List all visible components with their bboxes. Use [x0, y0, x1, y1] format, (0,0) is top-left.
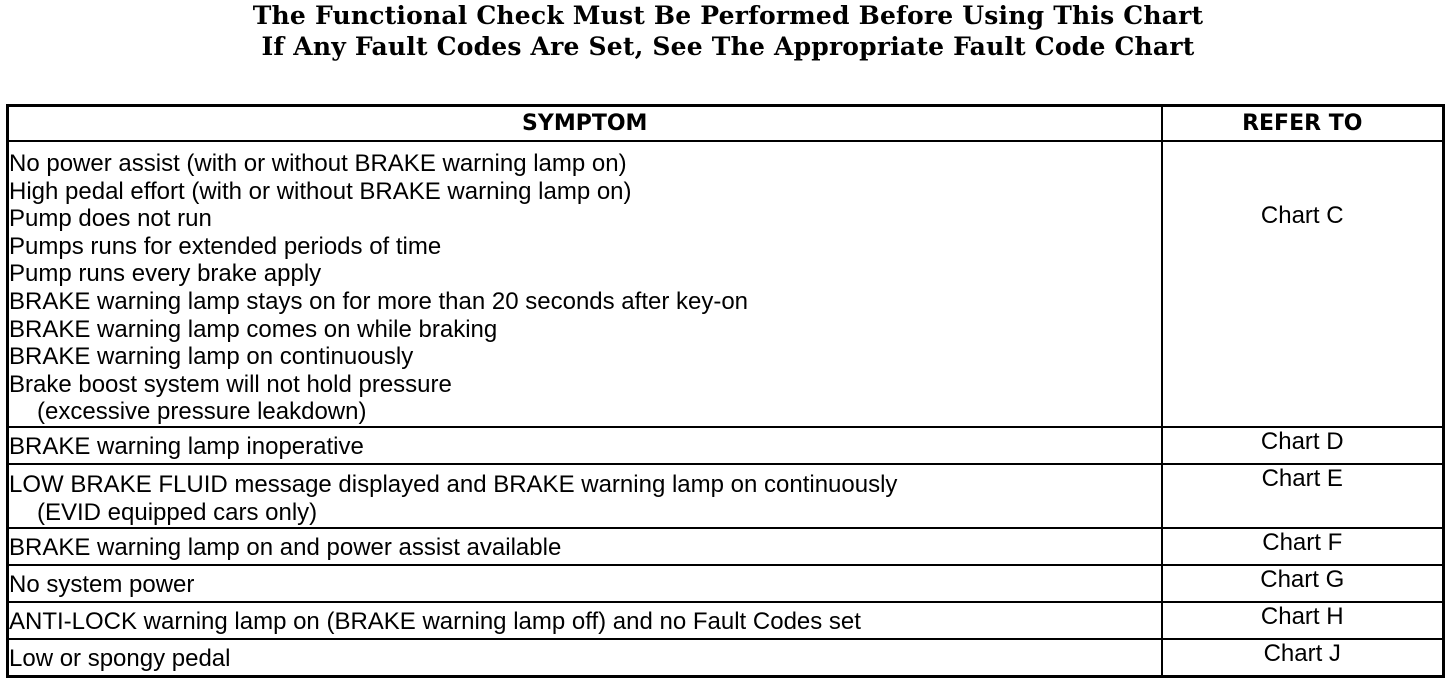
refer-to-column-header: REFER TO	[1162, 106, 1444, 142]
refer-to-cell: Chart F	[1162, 528, 1444, 565]
symptom-line: BRAKE warning lamp inoperative	[9, 432, 364, 460]
symptom-chart-table	[6, 104, 1445, 678]
symptom-line: High pedal effort (with or without BRAKE warning lamp on)	[9, 177, 632, 205]
symptom-cell	[8, 464, 1162, 528]
symptom-line: Pump runs every brake apply	[9, 260, 322, 288]
table-row	[8, 141, 1444, 427]
symptom-line: LOW BRAKE FLUID message displayed and BRAKE warning lamp on continuously	[9, 470, 898, 498]
refer-to-cell: Chart D	[1162, 427, 1444, 464]
functional-check-note: The Functional Check Must Be Performed Before Using This Chart	[252, 1, 1204, 30]
table-row	[8, 427, 1444, 464]
refer-to-cell: Chart C	[1162, 141, 1444, 427]
table-row	[8, 602, 1444, 639]
symptom-line: Low or spongy pedal	[9, 644, 231, 672]
symptom-line: BRAKE warning lamp comes on while braking	[9, 315, 498, 343]
symptom-line: (EVID equipped cars only)	[37, 498, 318, 526]
table-row	[8, 528, 1444, 565]
symptom-line: Pump does not run	[9, 205, 212, 233]
symptom-line: Brake boost system will not hold pressure	[9, 370, 452, 398]
refer-to-cell: Chart H	[1162, 602, 1444, 639]
table-header-row	[8, 106, 1444, 142]
symptom-line: BRAKE warning lamp on continuously	[9, 343, 414, 371]
symptom-line: No power assist (with or without BRAKE warning lamp on)	[9, 150, 627, 177]
symptom-cell	[8, 639, 1162, 677]
symptom-cell	[8, 141, 1162, 427]
symptom-cell	[8, 565, 1162, 602]
table-row	[8, 565, 1444, 602]
refer-to-cell: Chart G	[1162, 565, 1444, 602]
symptom-line: ANTI-LOCK warning lamp on (BRAKE warning lamp off) and no Fault Codes set	[9, 607, 861, 635]
fault-code-note: If Any Fault Codes Are Set, See The Appropriate Fault Code Chart	[261, 32, 1195, 61]
refer-to-cell: Chart E	[1162, 464, 1444, 528]
symptom-line: (excessive pressure leakdown)	[37, 398, 367, 426]
table-row	[8, 464, 1444, 528]
symptom-column-header: SYMPTOM	[8, 106, 1162, 142]
chart-instructions	[0, 0, 1456, 62]
symptom-line: No system power	[9, 570, 195, 598]
symptom-cell	[8, 427, 1162, 464]
symptom-line: BRAKE warning lamp stays on for more than 20 seconds after key-on	[9, 287, 749, 315]
symptom-cell	[8, 528, 1162, 565]
table-row	[8, 639, 1444, 677]
symptom-cell	[8, 602, 1162, 639]
symptom-line: Pumps runs for extended periods of time	[9, 232, 442, 260]
refer-to-cell: Chart J	[1162, 639, 1444, 677]
symptom-line: BRAKE warning lamp on and power assist available	[9, 533, 562, 561]
